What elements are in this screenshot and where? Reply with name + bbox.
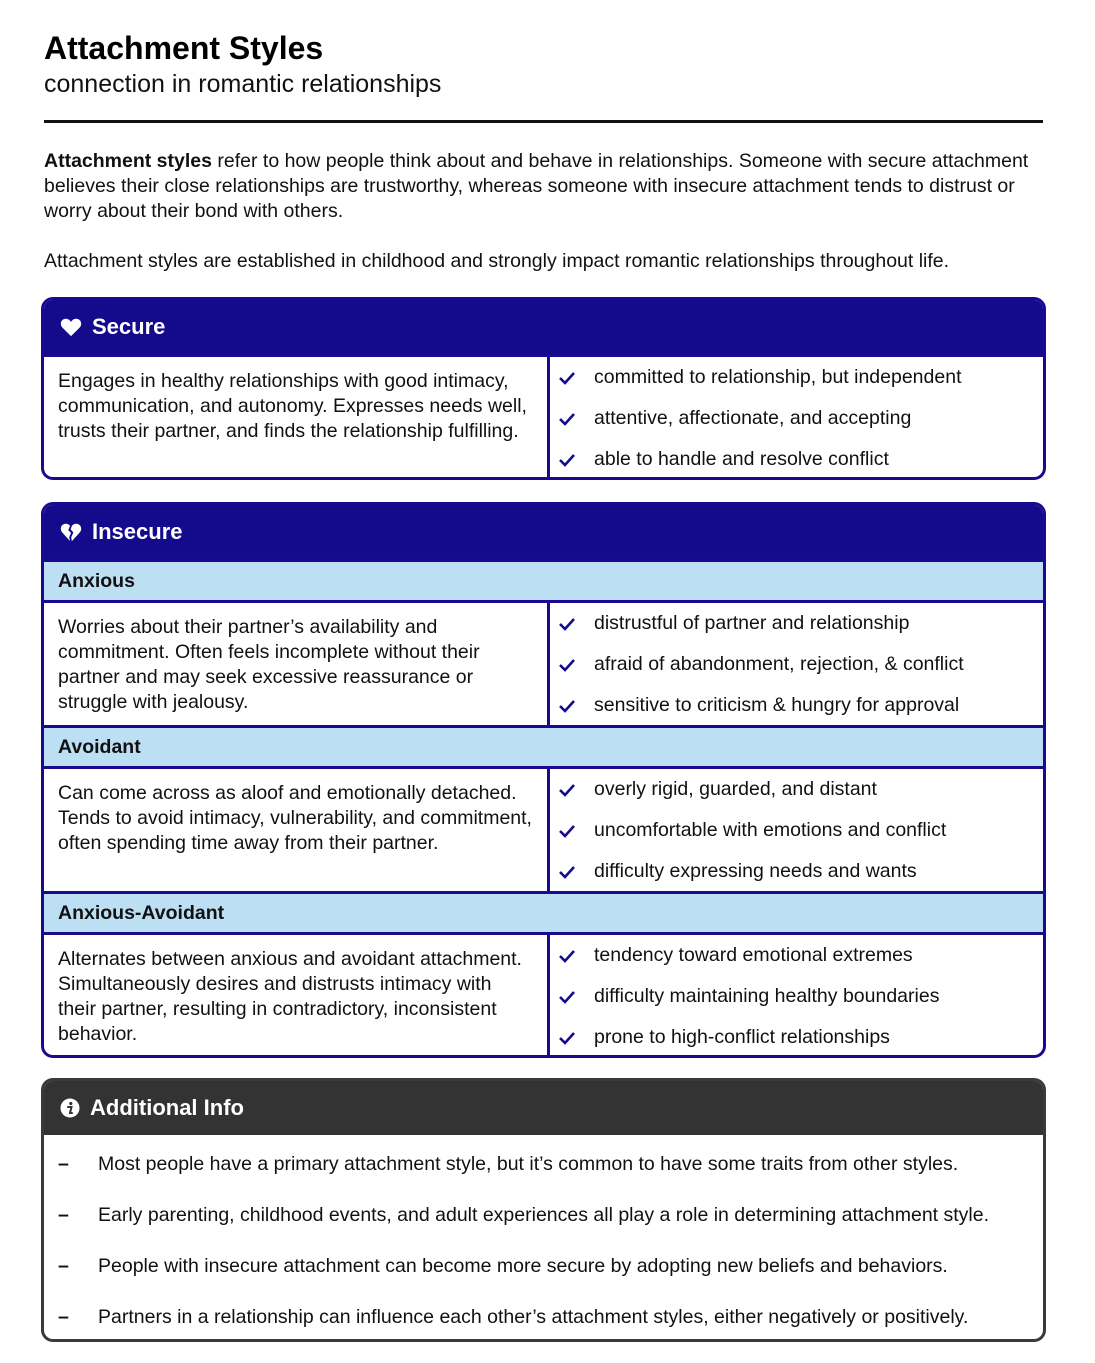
trait-item: able to handle and resolve conflict [550, 439, 1043, 480]
additional-info-list [44, 1135, 1043, 1342]
intro-lead: Attachment styles [44, 150, 212, 172]
intro-text: refer to how people think about and behave in relationships. Someone with secure attachment believes their close relationships are trustworthy, whereas someone with insecure attachment tends to distrust or worry about their bond with others. [44, 150, 1029, 222]
heart-icon [60, 316, 82, 338]
trait-item: difficulty expressing needs and wants [550, 851, 1043, 892]
secure-header [44, 300, 1043, 354]
secure-title: Secure [92, 314, 166, 339]
anxious-avoidant-subheader: Anxious-Avoidant [44, 891, 1043, 932]
check-icon [558, 617, 580, 631]
trait-item: sensitive to criticism & hungry for approval [550, 685, 1043, 726]
trait-item: overly rigid, guarded, and distant [550, 769, 1043, 810]
trait-item: afraid of abandonment, rejection, & conflict [550, 644, 1043, 685]
trait-item: uncomfortable with emotions and conflict [550, 810, 1043, 851]
info-item: – Partners in a relationship can influence each other’s attachment styles, either negatively or positively. [58, 1306, 969, 1328]
check-icon [558, 658, 580, 672]
insecure-header [44, 505, 1043, 559]
anxious-traits [550, 603, 1043, 725]
additional-info-title: Additional Info [90, 1095, 244, 1120]
anxious-avoidant-description: Alternates between anxious and avoidant attachment. Simultaneously desires and distrusts intimacy with their partner, resulting in contradictory, inconsistent behavior. [44, 935, 550, 1057]
intro-paragraph-1 [44, 149, 1044, 224]
avoidant-subheader: Avoidant [44, 725, 1043, 766]
avoidant-description: Can come across as aloof and emotionally detached. Tends to avoid intimacy, vulnerability, and commitment, often spending time away from their partner. [44, 769, 550, 891]
anxious-avoidant-row [44, 932, 1043, 1057]
anxious-avoidant-traits [550, 935, 1043, 1057]
info-item: – Most people have a primary attachment style, but it’s common to have some traits from other styles. [58, 1153, 959, 1175]
check-icon [558, 990, 580, 1004]
trait-item: prone to high-conflict relationships [550, 1017, 1043, 1058]
avoidant-traits [550, 769, 1043, 891]
insecure-title: Insecure [92, 519, 183, 544]
page-title: Attachment Styles [44, 30, 324, 66]
broken-heart-icon [60, 521, 82, 543]
anxious-subheader: Anxious [44, 559, 1043, 600]
check-icon [558, 824, 580, 838]
info-icon [60, 1098, 80, 1118]
check-icon [558, 699, 580, 713]
check-icon [558, 783, 580, 797]
trait-item: attentive, affectionate, and accepting [550, 398, 1043, 439]
trait-item: distrustful of partner and relationship [550, 603, 1043, 644]
info-item: – Early parenting, childhood events, and adult experiences all play a role in determining attachment style. [58, 1204, 990, 1226]
avoidant-row [44, 766, 1043, 891]
check-icon [558, 453, 580, 467]
check-icon [558, 412, 580, 426]
check-icon [558, 865, 580, 879]
trait-item: difficulty maintaining healthy boundaries [550, 976, 1043, 1017]
page-subtitle: connection in romantic relationships [44, 70, 442, 98]
secure-card [41, 297, 1046, 480]
intro-paragraph-2: Attachment styles are established in childhood and strongly impact romantic relationships throughout life. [44, 250, 950, 272]
check-icon [558, 949, 580, 963]
title-divider [44, 120, 1043, 123]
secure-description: Engages in healthy relationships with good intimacy, communication, and autonomy. Expresses needs well, trusts their partner, and finds the relationship fulfilling. [44, 357, 550, 477]
additional-info-header [44, 1081, 1043, 1135]
trait-item: committed to relationship, but independent [550, 357, 1043, 398]
additional-info-card [41, 1078, 1046, 1342]
insecure-card [41, 502, 1046, 1058]
secure-traits [550, 357, 1043, 477]
info-item: – People with insecure attachment can become more secure by adopting new beliefs and behaviors. [58, 1255, 948, 1277]
check-icon [558, 371, 580, 385]
anxious-description: Worries about their partner’s availability and commitment. Often feels incomplete without their partner and may seek excessive reassurance or struggle with jealousy. [44, 603, 550, 725]
trait-item: tendency toward emotional extremes [550, 935, 1043, 976]
secure-row [44, 354, 1043, 477]
anxious-row [44, 600, 1043, 725]
check-icon [558, 1031, 580, 1045]
